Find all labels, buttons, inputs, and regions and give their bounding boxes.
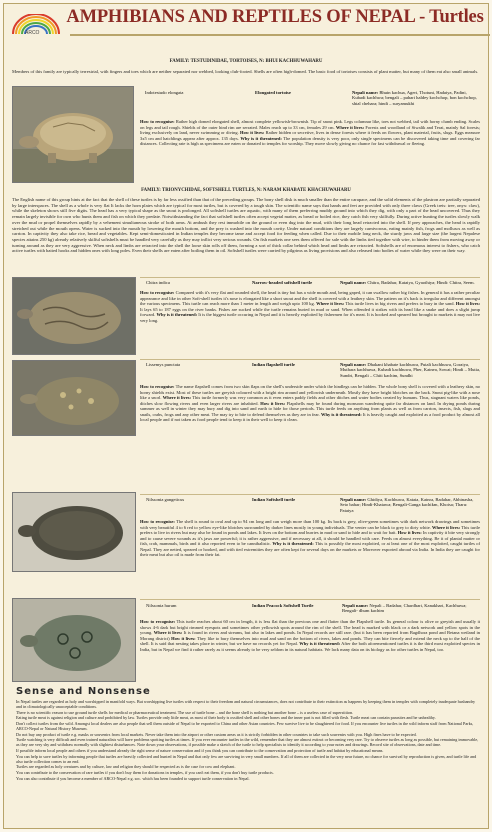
threat-label: Why is it threatened:	[320, 411, 362, 417]
list-item: Do not buy any product of turtle e.g. masks or souvenirs from local markets. Never take them into the airport or other custom areas as it is strictly forbidden in other countries to take such souvenirs with you. High fines have to be expected.	[16, 731, 417, 737]
threat-text: This is possibly the most exploited, or at least one of the most exploited, caught turtles of Nepal. They are netted, speared or hooked, and with tied extremities they are often kept for several days on the markets or Moreover exported abroad via India. In India they are caught for their meat but also oil is made from their fat.	[140, 541, 480, 558]
recognise-text: Rather high domed elongated shell, almost complete yellowish-brownish. Tip of snout pink. Legs columnar like, toes not webbed, tail with horny clumb ending. Scales on legs and tail rough. Shields of the outer hind rim are serrated. Males reach up to 33 cm, females 29 cm.	[140, 119, 480, 130]
species-scientific-name: Lissemys punctata	[146, 362, 181, 367]
recognise-label: How to recognise:	[140, 384, 175, 389]
nepali-name-label: Nepali name:	[340, 280, 367, 285]
recognise-text: The shell is round to oval and up to 94 cm long and can weigh more than 100 kg. Its back is grey, olive-green sometimes with dark network drawings and sometimes with very beautiful 4 to 6 red to yellow eye-like blotches surrounded by darker lines mostly in young individuals. The venter can be black to grey to dirty white.	[140, 519, 480, 530]
recognise-label: How to recognise:	[140, 290, 175, 295]
how-label: How it lives:	[240, 130, 265, 136]
list-item: Don't collect turtles from the wild. Amongst local dealers are also people that sell them outside of Nepal to be exported to China and other Asian countries. Few survive live to be slaughtered for food. If you encounter live turtles in the wild inform staff from National Parks, ARCO-Nepal or Natural History Museum.	[16, 720, 474, 732]
species-english-name: Elongated tortoise	[255, 90, 291, 95]
list-item: In Nepal turtles are regarded as holy and worshipped in manifold ways. But worshipping live turtles with respect to their freedom and natural circumstances, does not contribute to their extinction as happens by keeping them in temples with completely inadequate husbandry and in climatologically unacceptable conditions.	[16, 699, 476, 710]
where-text: This turtle prefers to live in rivers but may also be found in ponds and lakes. It lives on the bottom and burries in mud or sand to hide and to wait for bait.	[140, 524, 480, 536]
recognise-text: The name flapshell comes from two skin flaps on the shell's underside under which the hindlegs can be hidden. The whole bony shell is covered with a leathery skin, no horny shields exist. Most of these turtles are greyish coloured with a bright rim around and yellowish underneath. Mostly they have bright blotches on the back. Snout pig-like with a nose like a snorl.	[140, 384, 480, 401]
species-english-name: Indian flapshell turtle	[252, 362, 295, 367]
list-item: Turtle watching is very difficult and even trained naturalists will have problems spotting turtles at times. If you ever encounter turtles in the wild, remember that they are almost extinct or becoming very rare. Try to observe turtles as long as possible, but remaining immovable, as they are very shy and withdraw normally with slightest disturbances. Note down your observations, if possible make a sketch of the turtle to help specialists to identify it according to your notes and drawings. Record site of observations, date and time.	[16, 737, 479, 748]
threat-text: The population density is very poor, only single specimens can be discovered taking time and covering far distances. Collecting rate is high as specimens are eaten or donated to temples for worship. They move slowly giving no chance for fast withdrawal or fleeing.	[140, 135, 480, 147]
how-text: It lays 65 to 187 eggs on the river banks. Fishes are sucked while the turtle remains buried in mud or sand. When offended it strikes with its head like a snake and does a slight jump forward.	[140, 306, 480, 318]
species-divider	[140, 494, 480, 495]
species-divider	[140, 599, 480, 600]
how-label: How it lives:	[455, 301, 480, 307]
sense-and-nonsense-heading: Sense and Nonsense	[16, 686, 151, 697]
nepali-name-label: Nepali name:	[342, 603, 369, 608]
species-nepali-names	[340, 280, 482, 285]
threat-text: It is the biggest turtle occuring in Nepal and it is heavily exploited by fishermen for it's meat. It is hooked and speared but brought to markets it may not live very long.	[140, 312, 480, 323]
how-text: They like to bury themselves into mud and sand on the bottom of rivers, lakes and ponds. They can bite fiercely and extend the neck up to the half of the shell. It is said that nesting takes place in winter, but we have no records yet for Nepal.	[140, 635, 480, 647]
threat-text: After the both aforementioned turtles it is the third most exploited species in India, but in Nepal we find it rather rarely as it seems already to be very seldom in its natural habitats. We lack many data on its biology as for other turtles in Nepal, too.	[140, 641, 480, 652]
nepali-name-value: Ghidiya, Kachhuwa, Kataia, Kainra, Badahar, Abhinasha, Seto bahar; Hindi-Khatawa; Bengali-Ganga kachikm, Khoisa; Tharu: Pataiya	[340, 497, 474, 513]
species-english-name: Indian Peacock Softshell Turtle	[252, 603, 314, 608]
threat-label: Why is it threatened:	[240, 135, 282, 141]
family-heading-testudinidae: FAMILY: TESTUDINIDAE, TORTOISES, N: BHUI KACHHUWAHARU	[169, 59, 323, 64]
list-item: Eating turtle meat is against religion and culture and prohibited by law. Turtles provide only little meat, as most of their body is ossified shell and other bones and the inner part is not filled with flesh. Turtle meat can contain parasites and be unhealthy.	[16, 715, 436, 721]
where-text: Forests and woodland of Siwalik and Terai, mainly Sal forests; living exclusively on land, never swimming or diving.	[140, 124, 480, 136]
species-photo-elongated-tortoise	[12, 86, 134, 183]
recognise-label: How to recognise:	[140, 119, 175, 124]
where-label: Where it lives:	[432, 524, 461, 530]
how-label: How it lives:	[397, 530, 422, 536]
species-divider	[140, 359, 480, 360]
species-description	[140, 619, 480, 681]
species-english-name: Indian Softshell turtle	[252, 497, 296, 502]
species-photo-nilssonia-gangeticus	[12, 492, 136, 572]
how-text: Rather hidden or secretive, lives in dense forests where it feeds on flowers, plant material, fruits, slugs. Eggs measure 3x5 cm and hatchlings appear after approx. 135 days.	[140, 130, 480, 141]
nepali-name-value: Bhuin kachua, Ageri, Thotuni, Hadaiya, Padini, Kubadi kachhwa; bengali – pahari haldey kochchop, bon kochchop, shial chehara; hindi – suryamukhi	[352, 90, 477, 106]
list-item: You can contribute to the conservation of rare turtles if you don't buy them for donations in temples, if you can't eat them, if you don't buy turtle products.	[16, 769, 274, 775]
where-text: This turtle formerly was very common as it even enters paddy fields and other ditches and water bodies created by humans. Thus, stagnant waters like ponds, ditches slow flowing rivers and even larger rivers are inhabited.	[140, 395, 480, 406]
where-label: Where it lives:	[162, 395, 192, 401]
species-description	[140, 384, 480, 450]
nepali-name-value: Nepali – Badahar, Chardhari, Kanakhari, Kachhuwa; Bengali- dhum kachim	[342, 603, 467, 614]
threat-label: Why is it threatened:	[299, 641, 341, 647]
species-nepali-names	[340, 362, 482, 378]
where-text: This turtle lives in big rivers and prefers to bury in the sand.	[345, 301, 455, 307]
species-english-name: Narrow-headed softshell turtle	[252, 280, 313, 285]
recognise-text: This turtle reaches about 60 cm in length, it is less flat than the previous one and flatter than the Flapshell turtle. Its general colour is olive or greyish and usually it shows 4-6 dark but bright rimmed eyespots and sometimes other yellowish spots around the rim of the shell. The head is marked with black or a dark network and yellow spots in the young.	[140, 619, 480, 636]
list-item: Turtles are regarded as holy creatures and by culture, law and religion they should be respected as is the case for cow and elephant.	[16, 764, 236, 770]
how-label: How it lives:	[260, 400, 286, 406]
nepali-name-label: Nepali name:	[352, 90, 379, 95]
how-label: How it lives:	[171, 635, 196, 641]
page-title: AMPHIBIANS AND REPTILES OF NEPAL - Turtles	[66, 7, 484, 27]
species-photo-nilssonia-hurum	[12, 598, 136, 682]
recognise-label: How to recognise:	[140, 519, 175, 524]
species-scientific-name: Nilssonia hurum	[146, 603, 177, 608]
species-scientific-name: Chitra indica	[146, 280, 170, 285]
threat-label: Why is it threatened:	[272, 541, 314, 547]
nepali-name-label: Nepali name:	[340, 362, 367, 367]
family-intro-trionychidae: The English name of this group hints at the fact that the shell of these turtles is by far less ossified than that of the preceding groups. The bony shell disk is much smaller than the entire carapace, and the solid elements of the plastron are partially separated by large interspaces. The shell as a whole is very flat It lacks the horn plates which are typical for most turtles, but is covered by a tough skin. The scientific name says that hands and feet are provided with only three claws (Greek treis: tree, onyx: claw), while the skeleton shows still five digits. The head has a very typical shape as the snout is prolonged. All softshell turtles are aquatic, with many of them preferring muddy ground into which they dig, with only a part of the head uncovered. Thus they remain largely invisible for own who hunts them and fish on which they predate. Notwithstanding the fact that softshell turtles often accept vegetal matter, as bread or boiled rice, they catch fish very skilfully. During active hunting the turtles slowly walk over the mud or propel themselves rapidly by a vehement simultaneous stroke of both arms. At ambush they rest immobile on the ground or even dug into the mud, with their long head retracted into the shell. If prey approaches, the head is rapidly stretched out while the mouth opens. Water is sucked into the mouth by lowering the mouth bottom, and the prey is washed into the mouth cavity. Under natural conditions they are largely carnivorous, eating mainly fish, frogs and molluscs as well as carrion. In captivity they also take rice, bread and vegetables. Kept semi-domesticated in Indian temples they become tame and accept food for feeding when called. Due to their mobile long neck, the sturdy jaws and large size (the largest Nepalese species attains 250 kg) already relatively skilful softshells must be handled very carefully as they may inflict very serious wounds. On fish markets one sees them offered for sale with the limbs tied together with wire, to hinder them from moving away or turning around as they are very aggressive. When neck and limbs are retracted into the shell the loose skin rolls off them, forming a sort of thick collar behind which head and limbs are retracted. Softshells are of enormous interest to fishers, who catch active turtles with baited hooks and hidden ones with long poles. Even their shells are eaten after boiling them in oil. Softshell turtles were carried by pilgrims as living provisions and also released into bodies of water while they were on their way.	[12, 197, 480, 254]
where-label: Where it lives:	[153, 630, 183, 636]
threat-label: Why is it threatened:	[156, 312, 198, 318]
species-nepali-names	[342, 603, 482, 614]
species-description	[140, 290, 480, 353]
species-description	[140, 519, 480, 591]
threat-text: It is heavily caught and exploited as a food product by almost all local people and if not taken as food people tend to keep it in their well to keep it clean.	[140, 411, 480, 423]
sense-and-nonsense-list	[16, 699, 480, 781]
list-item: You can help to save turtles by informing people that turtles are heavily collected and hunted in Nepal and that only few are surviving in very small numbers. If all of them are collected in the very near future, no chance for survival by reproduction is given, and turtle life and also turtle collection comes to an end.	[16, 753, 477, 764]
nepali-name-value: Chitra, Badahar, Kataiya, Gyaothiya; Hindi: Chitra, Seem.	[367, 280, 475, 285]
species-scientific-name: Nilssonia gangeticus	[146, 497, 185, 502]
list-item: There is no scientific reason to use ground turtle shells for medical or pharmaceutical treatment. The use of turtle bone – and the bone shell is nothing but another bone – is a useless case of superstition.	[16, 709, 354, 715]
species-divider	[140, 277, 480, 278]
species-description	[140, 119, 480, 182]
species-nepali-names	[340, 497, 482, 513]
species-scientific-name: Indotestudo elongata	[145, 90, 184, 95]
where-label: Where it lives:	[316, 301, 345, 307]
nepali-name-value: Dhakani khabate kachhuwa, Putali kachhuwa, Goraiya, Muthara kachhuwa, Kubadi kachhuwa, Pher, Kainea, Sowai; Hindi – Mutia, Sundri, Bengali – Chiti kachim, Sundhi	[340, 362, 481, 378]
where-label: Where it lives:	[335, 124, 365, 130]
how-text: In captivity it bite very strongly and to cause severe wounds as it's jaws are powerful; it is rather aggressive, and if necessary at all, it should be handled with care. Feeds on almost everything. Be it of plantal matter or fish, crab, mammals, birds and it also reported even to be cannibalistic.	[140, 530, 480, 547]
family-intro-testudinidae: Members of this family are typically terrestrial, with fingers and toes which are neither separated nor webbed, looking club-footed. Shells are often high-domed. The basic food of tortoises consists of plant matter, but many of them eat also small animals.	[12, 69, 479, 74]
recognise-label: How to recognise:	[140, 619, 176, 624]
arco-logo	[9, 14, 63, 40]
how-text: Flapshells may be found during monsoon wandering quite far distances on land. In drying ponds during summer as well in winter they may bury and dig into sand and earth to hide for those periods. This turtle feeds on anything from plants as well as from carrion, insects, fish, slugs and snails, crabs, frogs and any other meat. The may try to bite to defend themselves as they are in fear.	[140, 400, 480, 417]
species-photo-lissemys-punctata	[12, 360, 136, 436]
species-nepali-names	[352, 90, 480, 106]
title-divider	[70, 34, 490, 36]
list-item: You can also contribute if you become a member of ARCO-Nepal e.g. soc. which has been founded to support turtle conservation in Nepal.	[16, 775, 250, 781]
logo-text: ARCO	[25, 30, 40, 36]
nepali-name-label: Nepali name:	[340, 497, 367, 502]
recognise-text: Compared with it's very flat and rounded shell, the head is tiny but has a wide mouth and, being gaped, it can swallow rather big fishes. In general it has a rather peculiar appearance and like in other Soft-shell turtles it's nose is elongated like a short snout and the shell is covered with a leathery skin. The pattern on it's back is irregular and different amongst the various specimens. This turtle can reach more than 1 meter in length and weigh upto 100 kg.	[140, 290, 480, 307]
where-text: It is found in rivers and streams, but also in lakes and ponds. In Nepal records are still rare. (but it has been reported from Bagdhora pond and Betana wetland in Morang district)	[140, 630, 480, 641]
list-item: If possible inform local people and others if you understand already the right sense of nature conservation and if you think you can contribute to the conservation and protection of turtle and habitat by educational means.	[16, 747, 384, 753]
species-photo-chitra-indica	[12, 277, 136, 355]
family-heading-trionychidae: FAMILY: TRIONYCHIDAE, SOFTSHELL TURTLES, N: NARAM KHABATE KHACHUWAHARU	[141, 188, 351, 193]
